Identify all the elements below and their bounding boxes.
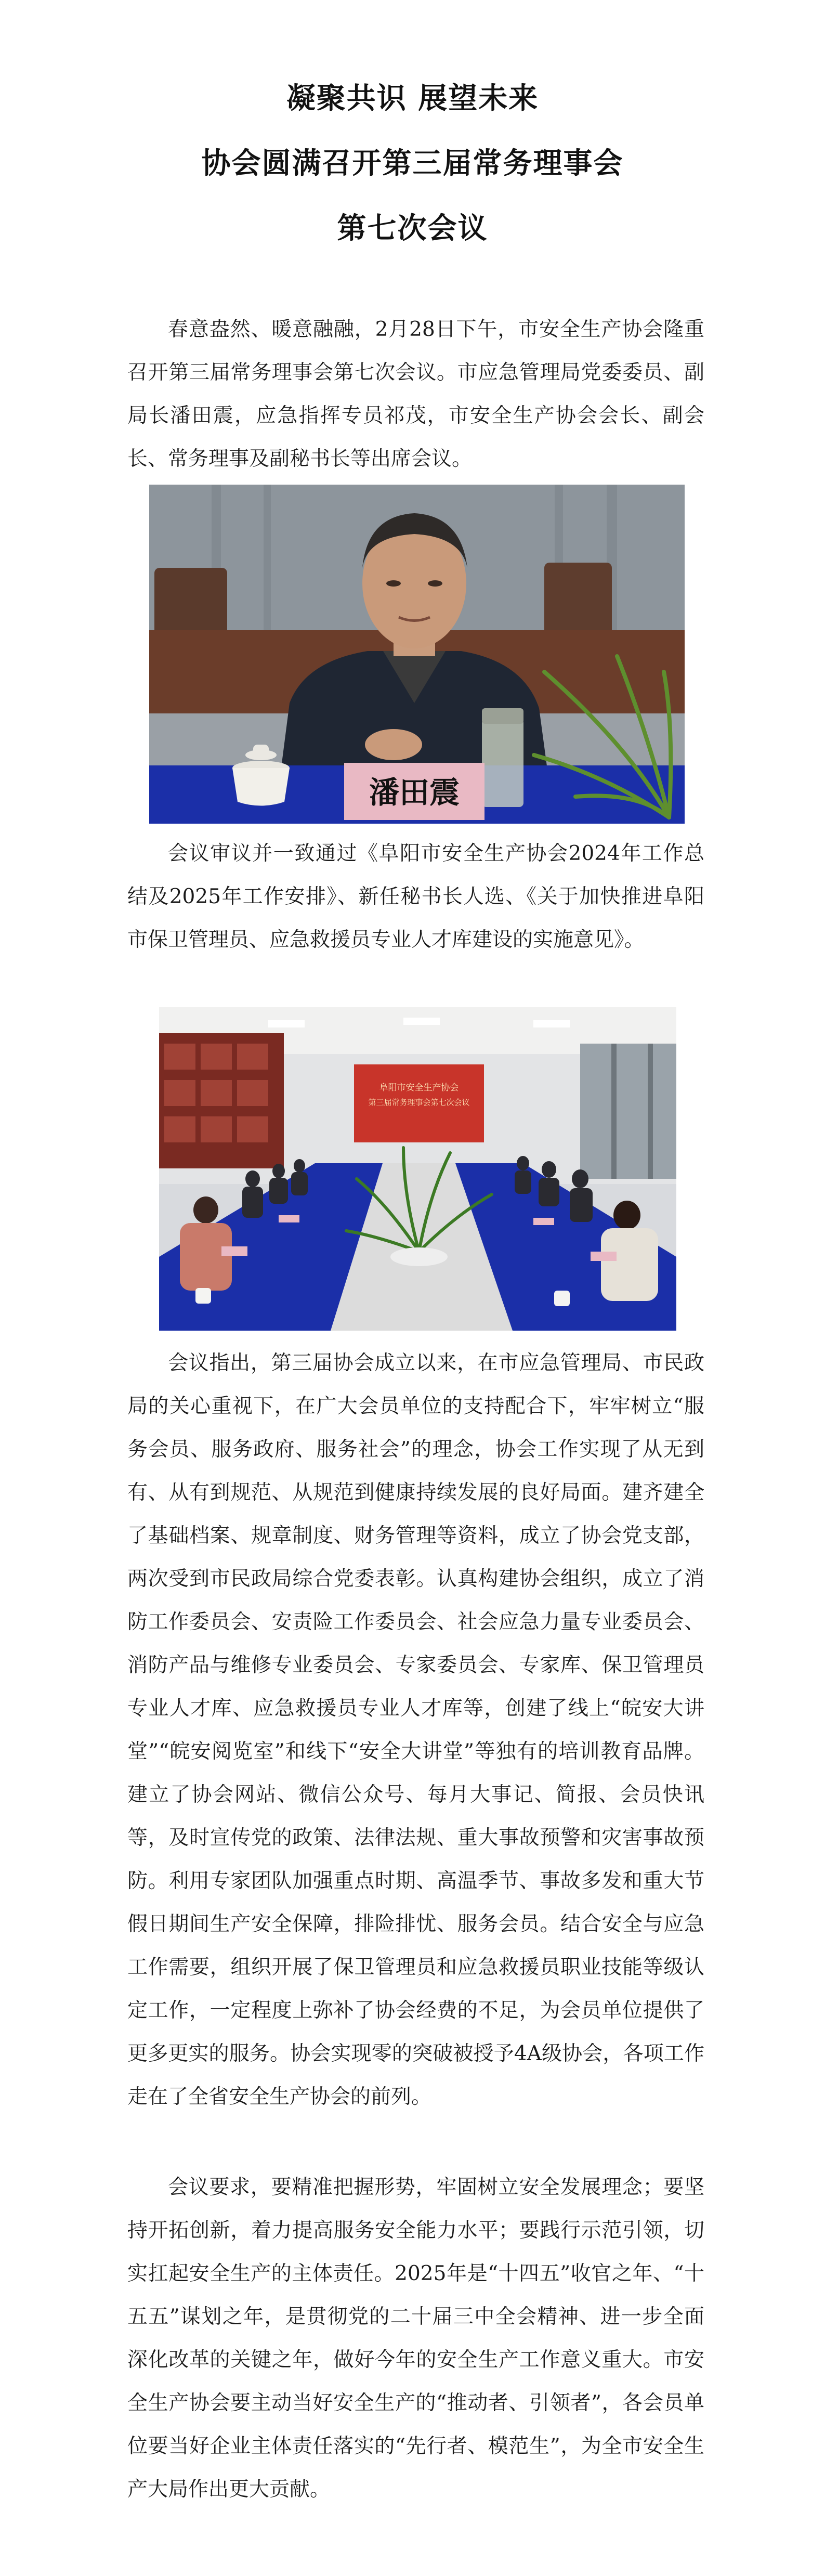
photo-official-speaking (149, 485, 685, 824)
screen-text-line1: 阜阳市安全生产协会 (379, 1083, 459, 1093)
article-title-line2: 协会圆满召开第三届常务理事会 (201, 147, 624, 180)
article-title-line1: 凝聚共识 展望未来 (286, 82, 539, 115)
paragraph-intro: 春意盎然、暖意融融，2月28日下午，市安全生产协会隆重召开第三届常务理事会第七次会议。市应急管理局党委委员、副局长潘田震，应急指挥专员祁茂，市安全生产协会会长、副会长、常务理事及副秘书长等出席会议。 (127, 318, 704, 471)
paragraph-requirements: 会议要求，要精准把握形势，牢固树立安全发展理念；要坚持开拓创新，着力提高服务安全能力水平；要践行示范引领，切实扛起安全生产的主体责任。2025年是“十四五”收官之年、“十五五”谋划之年，是贯彻党的二十届三中全会精神、进一步全面深化改革的关键之年，做好今年的安全生产工作意义重大。市安全生产协会要主动当好安全生产的“推动者、引领者”，各会员单位要当好企业主体责任落实的“先行者、模范生”，为全市安全生产大局作出更大贡献。 (127, 2176, 704, 2501)
nameplate-text: 潘田震 (369, 775, 460, 810)
paragraph-achievements: 会议指出，第三届协会成立以来，在市应急管理局、市民政局的关心重视下，在广大会员单位的支持配合下，牢牢树立“服务会员、服务政府、服务社会”的理念，协会工作实现了从无到有、从有到规范、从规范到健康持续发展的良好局面。建齐建全了基础档案、规章制度、财务管理等资料，成立了协会党支部，两次受到市民政局综合党委表彰。认真构建协会组织，成立了消防工作委员会、安责险工作委员会、社会应急力量专业委员会、消防产品与维修专业委员会、专家委员会、专家库、保卫管理员专业人才库、应急救援员专业人才库等，创建了线上“皖安大讲堂”“皖安阅览室”和线下“安全大讲堂”等独有的培训教育品牌。建立了协会网站、微信公众号、每月大事记、简报、会员快讯等，及时宣传党的政策、法律法规、重大事故预警和灾害事故预防。利用专家团队加强重点时期、高温季节、事故多发和重大节假日期间生产安全保障，排险排忧、服务会员。结合安全与应急工作需要，组织开展了保卫管理员和应急救援员职业技能等级认定工作，一定程度上弥补了协会经费的不足，为会员单位提供了更多更实的服务。协会实现零的突破被授予4A级协会，各项工作走在了全省安全生产协会的前列。 (127, 1351, 704, 2109)
article-title-line3: 第七次会议 (337, 212, 488, 245)
screen-text-line2: 第三届常务理事会第七次会议 (368, 1098, 470, 1107)
photo-meeting-room (159, 1007, 676, 1331)
paragraph-review: 会议审议并一致通过《阜阳市安全生产协会2024年工作总结及2025年工作安排》、新任秘书长人选、《关于加快推进阜阳市保卫管理员、应急救援员专业人才库建设的实施意见》。 (127, 842, 704, 952)
